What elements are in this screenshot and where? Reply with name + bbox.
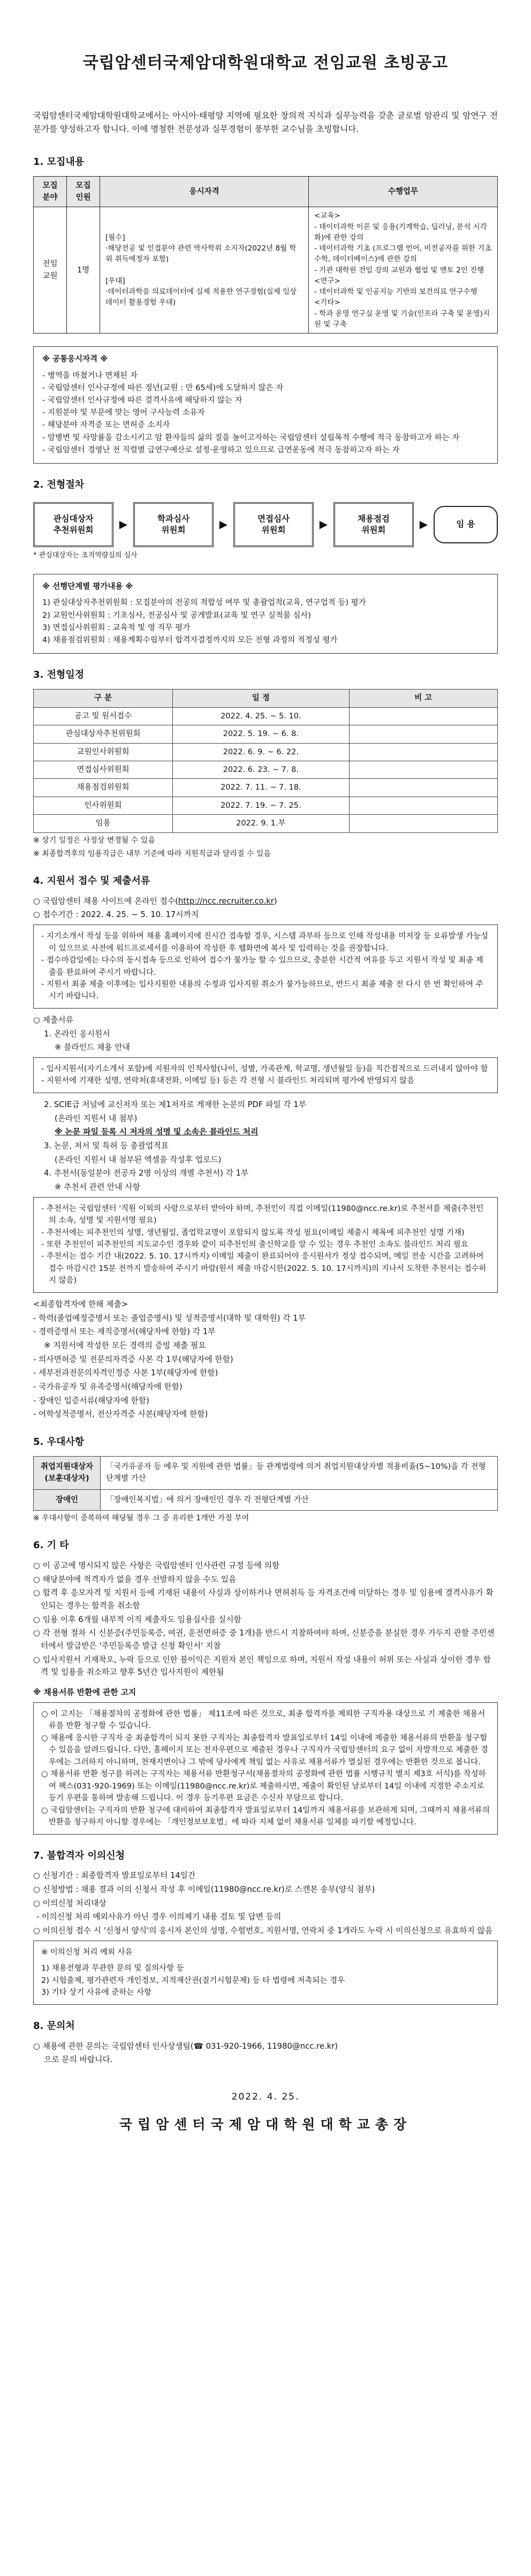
list-item: ※ 지원서에 작성한 모든 경력의 증빙 제출 필요 bbox=[44, 1340, 206, 1350]
schedule-category: 공고 및 원서접수 bbox=[34, 707, 173, 725]
list-item: - 접수마감일에는 다수의 동시접속 등으로 인하여 접수가 불가능 할 수 있으므로, 충분한 시간적 여유를 두고 지원서 작성 및 최종 제출을 완료하여 주시기 바랍니다. bbox=[41, 956, 483, 977]
application-period: ○ 접수기간 : 2022. 4. 25. ~ 5. 10. 17시까지 bbox=[33, 910, 199, 920]
section-2-heading: 2. 전형절차 bbox=[33, 479, 85, 490]
list-item: - 학력(졸업예정증명서 또는 졸업증명서) 및 성적증명서(대학 및 대학원) 각 1부 bbox=[33, 1313, 306, 1323]
issuer-name: 국립암센터국제암대학원대학교총장 bbox=[119, 2117, 412, 2133]
list-item: - 암병변 및 사망률을 감소시키고 암 환자들의 삶의 질을 높이고자하는 국립암센터 설립목적 수행에 적극 동참하고자 하는 자 bbox=[42, 433, 460, 442]
list-item: ○ 해당분야에 적격자가 없을 경우 선발하지 않을 수도 있음 bbox=[33, 1574, 237, 1584]
document-warning: ※ 논문 파일 등록 시 저자의 성명 및 소속은 블라인드 처리 bbox=[55, 1127, 259, 1137]
list-item: - 지원서 최종 제출 이후에는 입사지원한 내용의 수정과 입사지원 취소가 불가능하므로, 반드시 최종 제출 전 다시 한 번 확인하여 주시기 바랍니다. bbox=[41, 980, 483, 1001]
application-caution-box bbox=[33, 925, 498, 1009]
schedule-date: 2022. 6. 9. ~ 6. 22. bbox=[173, 743, 349, 761]
schedule-note: ※ 최종합격후의 임용직급은 내부 기준에 따라 지원직급과 달라질 수 있음 bbox=[33, 849, 271, 858]
schedule-remark bbox=[349, 725, 497, 743]
arrow-icon: ▶ bbox=[319, 518, 328, 531]
list-item: - 어학성적증명서, 전산자격증 사본(해당자에 한함) bbox=[33, 1410, 208, 1419]
common-qualification-heading: ※ 공통응시자격 ※ bbox=[42, 355, 108, 364]
table-row bbox=[34, 1456, 498, 1489]
table-row bbox=[34, 797, 498, 814]
schedule-date: 2022. 9. 1.부 bbox=[173, 815, 349, 832]
section-3-heading: 3. 전형일정 bbox=[33, 669, 85, 681]
schedule-category: 면접심사위원회 bbox=[34, 761, 173, 779]
process-note: * 관심대상자는 조직역량심의 심사 bbox=[33, 551, 138, 559]
list-item: - 국립암센터 인사규정에 따른 결격사유에 해당하지 않는 자 bbox=[42, 396, 242, 405]
document-return-box bbox=[33, 1702, 498, 1835]
schedule-category: 채용점검위원회 bbox=[34, 779, 173, 797]
objection-exception-heading: ※ 이의신청 처리 예외 사유 bbox=[41, 1948, 133, 1957]
table-row bbox=[34, 779, 498, 797]
contact-line: ○ 채용에 관한 문의는 국립암센터 인사상생팀(☎ 031-920-1966, 11980@ncc.re.kr) bbox=[33, 2041, 338, 2051]
cell-count: 1명 bbox=[67, 207, 100, 334]
header-field: 모집 분야 bbox=[34, 176, 67, 207]
header-count: 모집 인원 bbox=[67, 176, 100, 207]
schedule-header-remark: 비 고 bbox=[349, 690, 497, 707]
list-item: - 추천서는 접수 기간 내(2022. 5. 10. 17시까지) 이메일 제출이 완료되어야 응시원서가 정상 접수되며, 메일 전송 시간을 고려하여 접수 마감시간 15분 전까지 발송하여 주시기 바람(원서 제출 마감시한(2022. 5. 10. 17시까지)의 지나서 도착한 추천서는 접수하지 않음) bbox=[41, 1252, 487, 1285]
list-item: ○ 이 고지는 「채용절차의 공정화에 관한 법률」 제11조에 따른 것으로, 최종 합격자를 제외한 구직자용 대상으로 기 제출한 채용서류를 반환 청구할 수 있습니다. bbox=[41, 1709, 486, 1731]
section-5-heading: 5. 우대사항 bbox=[33, 1436, 85, 1448]
common-qualification-box bbox=[33, 346, 498, 464]
page-title: 국립암센터국제암대학원대학교 전임교원 초빙공고 bbox=[82, 54, 449, 72]
header-qualification: 응시자격 bbox=[100, 176, 309, 207]
list-item: - 지원서에 기재한 성명, 연락처(휴대전화, 이메일 등) 등은 각 전형 시 블라인드 처리되며 평가에 반영되지 않음 bbox=[41, 1077, 415, 1086]
list-item: - 경력증명서 또는 재직증명서(해당자에 한함) 각 1부 bbox=[33, 1327, 216, 1337]
schedule-date: 2022. 4. 25. ~ 5. 10. bbox=[173, 707, 349, 725]
process-step-4: 채용점검 위원회 bbox=[333, 502, 414, 547]
list-item: ○ 채용에 응시한 구직자 중 최종합격이 되지 못한 구직자는 최종합격자 발표일로부터 14일 이내에 제출한 채용서류의 반환을 청구할 수 있음을 알려드립니다. 다만, 홈페이지 또는 전자우편으로 제출된 경우나 구직자가 국립암센터의 요구 없이 자발적으로 제출한 경우에는 그러하지 아니하며, 천재지변이나 그 밖에 당사에게 책임 없는 사유로 채용서류가 멸실된 경우에는 반환한 것으로 봅니다. bbox=[41, 1733, 488, 1767]
schedule-date: 2022. 7. 11. ~ 7. 18. bbox=[173, 779, 349, 797]
list-item: - 지원분야 및 부문에 맞는 영어 구사능력 소유자 bbox=[42, 408, 205, 418]
list-item: ○ 이의신청 처리대상 bbox=[33, 1898, 107, 1908]
preference-category: 장애인 bbox=[34, 1489, 101, 1510]
preference-note: ※ 우대사항이 중복하여 해당될 경우 그 중 유리한 1개만 가점 부여 bbox=[33, 1514, 249, 1523]
section-8-heading: 8. 문의처 bbox=[33, 2020, 75, 2032]
list-item: ○ 이 공고에 명시되지 않은 사항은 국립암센터 인사관련 규정 등에 의함 bbox=[33, 1561, 280, 1571]
list-item: - 병역을 마쳤거나 면제된 자 bbox=[42, 371, 138, 380]
schedule-date: 2022. 5. 19. ~ 6. 8. bbox=[173, 725, 349, 743]
table-row bbox=[34, 761, 498, 779]
document-item: 2. SCIE급 저널에 교신저자 또는 제1저자로 게재한 논문의 PDF 파일 각 1부 bbox=[44, 1100, 307, 1109]
list-item: - 의사면허증 및 전문의자격증 사본 각 1부(해당자에 한함) bbox=[33, 1354, 233, 1364]
list-item: 2) 교원인사위원회 : 기초심사, 전공심사 및 공개발표(교육 및 연구 실적물 심사) bbox=[42, 611, 311, 620]
schedule-note: ※ 상기 일정은 사정상 변경될 수 있음 bbox=[33, 836, 155, 845]
table-row bbox=[34, 815, 498, 832]
document-subnote: (온라인 지원서 내 첨부) bbox=[55, 1113, 138, 1123]
blind-hiring-box bbox=[33, 1057, 498, 1093]
application-method: ○ 국립암센터 채용 사이트에 온라인 접수(http://ncc.recruiter.co.kr) bbox=[33, 896, 277, 906]
cell-field: 전임 교원 bbox=[34, 207, 67, 334]
list-item: ○ 국립암센터는 구직자의 반환 청구에 대비하여 최종합격자 발표일로부터 14일까지 채용서류를 보관하게 되며, 그때까지 채용서류의 반환을 청구하지 아니할 경우에는 「개인정보보호법」에 따라 지체 없이 채용서류 일체를 파기할 예정입니다. bbox=[41, 1806, 490, 1827]
list-item: - 세부전과전문의자격인정증 사본 1부(해당자에 한함) bbox=[33, 1368, 218, 1378]
list-item: - 입사지원서(자기소개서 포함)에 지원자의 인적사항(나이, 성별, 가족관계, 학교명, 생년월일 등)을 직간접적으로 드러내지 않아야 함 bbox=[41, 1064, 488, 1073]
schedule-header-date: 일 정 bbox=[173, 690, 349, 707]
schedule-remark bbox=[349, 797, 497, 814]
cell-qualification: [필수] ·해당전공 및 인접분야 관련 박사학위 소지자(2022년 8월 학위 취득예정자 포함) [우대] ·데이터과학을 의료데이터에 실제 적용한 연구경험(실제 임상데이터 활용경험 우대) bbox=[100, 207, 309, 334]
list-item: ○ 이의신청 접수 시 '신청서 양식'의 응시자 본인의 성명, 수험번호, 지원서명, 연락처 중 1개라도 누락 시 이의신청으로 유효하지 않음 bbox=[33, 1926, 493, 1936]
evaluation-box bbox=[33, 574, 498, 654]
list-item: ○ 각 전형 절차 시 신분증(주민등록증, 여권, 운전면허증 중 1개)을 반드시 지참하여야 하며, 신분증을 분실한 경우 가두지 관할 주민센터에서 발급받은 '주민등록증 발급 신청 확인서' 지참 bbox=[33, 1628, 495, 1651]
table-row bbox=[34, 707, 498, 725]
document-subnote: ※ 블라인드 채용 안내 bbox=[55, 1043, 130, 1052]
intro-paragraph: 국립암센터국제암대학원대학교에서는 아시아·태평양 지역에 필요한 창의적 지식과 실무능력을 갖춘 글로벌 암관리 및 암연구 전문가를 양성하고자 합니다. 이에 명철한 전문성과 실무경험이 풍부한 교수님을 초빙합니다. bbox=[33, 110, 498, 134]
list-item: ○ 신청방법 : 채용 결과 이의 신청서 작성 후 이메일(11980@ncc.re.kr)로 스캔본 송부(양식 첨부) bbox=[33, 1885, 375, 1895]
list-item: 1) 관심대상자추천위원회 : 모집분야의 전공의 적합성 여부 및 총괄업적(교육, 연구업적 등) 평가 bbox=[42, 598, 366, 608]
objection-exception-box bbox=[33, 1941, 498, 2005]
list-item: 4) 채용점검위원회 : 채용계획수립부터 합격자결정까지의 모든 전형 과정의 적정성 평가 bbox=[42, 636, 338, 645]
preference-description: 「장애인복지법」에 의거 장애인인 경우 각 전형단계별 가산 bbox=[101, 1489, 498, 1510]
table-row bbox=[34, 725, 498, 743]
contact-line: 으로 문의 바랍니다. bbox=[44, 2055, 113, 2065]
schedule-remark bbox=[349, 707, 497, 725]
list-item: ○ 임용 이후 6개월 내부적 이직 제출자도 임용심사를 실시함 bbox=[33, 1615, 241, 1624]
header-duties: 수행업무 bbox=[309, 176, 498, 207]
list-item: - 지기소개서 작성 등을 위하여 채용 홈페이지에 진시간 접속할 경우, 시스템 과부하 등으로 인해 작성내용 미저장 등 오류발생 가능성이 있으므로 사전에 워드프로세서를 이용하여 작성한 후 웹화면에 복사 및 입력하는 것을 권장합니다. bbox=[41, 932, 489, 953]
list-item: ○ 합격 후 응모자격 및 지원서 등에 기재된 내용이 사실과 상이하거나 면허취득 등 자격조건에 미달하는 경우 및 임용에 결격사유가 확인되는 경우는 합격을 취소함 bbox=[33, 1588, 494, 1611]
list-item: ○ 신청기간 : 최종합격자 발표일로부터 14일간 bbox=[33, 1871, 196, 1881]
preference-description: 「국가유공자 등 예우 및 지원에 관한 법률」등 관계법령에 의거 취업지원대상자별 적용비율(5~10%)을 각 전형단계별 가산 bbox=[101, 1456, 498, 1489]
arrow-icon: ▶ bbox=[119, 518, 128, 531]
list-item: - 해당분야 자격증 또는 면허증 소지자 bbox=[42, 421, 170, 430]
arrow-icon: ▶ bbox=[419, 518, 428, 531]
section-6-heading: 6. 기 타 bbox=[33, 1540, 69, 1551]
schedule-remark bbox=[349, 743, 497, 761]
list-item: ○ 채용서류 반환 청구를 하려는 구직자는 채용서류 반환청구서(채용절차의 공정화에 관한 법률 시행규칙 별지 제3호 서식)를 작성하여 팩스(031-920-1969) 또는 이메일(11980@ncc.re.kr)로 제출하시면, 제출이 확인된 날로부터 14일 이내에 지정한 주소지로 등기 우편을 통하여 발송해 드립니다. 이 경우 등기우편 요금은 수신자 부담으로 합니다. bbox=[41, 1770, 486, 1803]
list-item: - 국립암센터 경영난 전 직렬별 급연구예산로 설정·운영하고 있으므로 급연운동에 적극 동참하고자 하는 자 bbox=[42, 445, 400, 454]
list-item: - 또한 추천인이 피추천인의 지도교수인 경우와 같이 피추천인의 출신학교를 알 수 있는 경우 추천인 소속도 블라인드 처리 필요 bbox=[41, 1240, 468, 1249]
preference-category: 취업지원대상자 (보훈대상자) bbox=[34, 1456, 101, 1489]
list-item: ○ 입사지원서 기재착오, 누락 등으로 인한 불이익은 지원자 본인 책임으로 하며, 지원서 작성 내용이 허위 또는 사실과 상이한 경우 합격 및 임용을 취소하고 향후 5년간 입사지원이 제한됨 bbox=[33, 1655, 491, 1677]
list-item: - 이의신청 처리 예외사유가 아닌 경우 이의제기 내용 검토 및 답변 등의 bbox=[36, 1912, 282, 1922]
document-item: 3. 논문, 저서 및 특허 등 총괄업적표 bbox=[44, 1141, 169, 1150]
schedule-category: 관심대상자추천위원회 bbox=[34, 725, 173, 743]
schedule-category: 임용 bbox=[34, 815, 173, 832]
document-subnote: (온라인 지원서 내 첨부된 엑셀을 작성후 업로드) bbox=[55, 1155, 222, 1164]
preference-table bbox=[33, 1456, 498, 1511]
schedule-category: 인사위원회 bbox=[34, 797, 173, 814]
list-item: - 추천서에는 피추천인의 성명, 생년월일, 졸업학교명이 포함되지 않도록 작성 필요(이메일 제출시 제목에 피추천인 성명 기재) bbox=[41, 1228, 465, 1237]
cell-duties: <교육> - 데이터과학 이론 및 응용(기계학습, 딥러닝, 분석 시각화)에 관한 강의 - 데이터과학 기초 (프로그램 언어, 비전공자를 위한 기초수학, 데이터베이스)에 관한 강의 - 기관 대학원 전임 강의 교원과 협업 및 멘토 2인 진행 <연구> - 데이터과학 및 인공지능 기반의 보건의료 연구수행 <기타> - 학과 운영 연구실 운영 및 기술(인프라 구축 및 운영)지원 및 구축 bbox=[309, 207, 498, 334]
list-item: 2) 시험출제, 평가관련자 개인정보, 지적재산권(질기시험문제) 등 타 법령에 저촉되는 경우 bbox=[41, 1976, 345, 1985]
list-item: - 추천서는 국립암센터 '직원 이외의 사람으로부터 받아야 하며, 추천인이 직접 이메일(11980@ncc.re.kr)로 추천서를 제출(추천인의 소속, 성명 및 지원서명 필요) bbox=[41, 1204, 484, 1225]
process-step-3: 면접심사 위원회 bbox=[233, 502, 314, 547]
document-return-heading: ※ 채용서류 반환에 관한 고지 bbox=[33, 1688, 136, 1698]
list-item: - 장애인 입증서류(해당자에 한함) bbox=[33, 1396, 149, 1405]
process-step-5: 임 용 bbox=[434, 506, 498, 543]
list-item: 3) 기타 상기 사유에 준하는 사항 bbox=[41, 1988, 152, 1997]
documents-heading: ○ 제출서류 bbox=[33, 1015, 73, 1025]
schedule-date: 2022. 6. 23. ~ 7. 8. bbox=[173, 761, 349, 779]
section-1-heading: 1. 모집내용 bbox=[33, 156, 85, 168]
document-item: 4. 추천서(동일분야 전공자 2명 이상의 개별 추천서) 각 1부 bbox=[44, 1169, 249, 1178]
schedule-remark bbox=[349, 815, 497, 832]
schedule-date: 2022. 7. 19. ~ 7. 25. bbox=[173, 797, 349, 814]
document-subnote: ※ 추천서 관련 안내 사항 bbox=[55, 1182, 140, 1192]
list-item: 1) 채용전형과 무관한 문의 및 질의사항 등 bbox=[41, 1964, 184, 1973]
section-7-heading: 7. 불합격자 이의신청 bbox=[33, 1850, 125, 1861]
process-step-2: 학과심사 위원회 bbox=[133, 502, 214, 547]
schedule-remark bbox=[349, 779, 497, 797]
section-4-heading: 4. 지원서 접수 및 제출서류 bbox=[33, 875, 150, 887]
recruit-site-link[interactable]: http://ncc.recruiter.co.kr bbox=[178, 896, 274, 906]
list-item: 3) 면접심사위원회 : 교육적 및 영 직무 평가 bbox=[42, 623, 191, 632]
process-step-1: 관심대상자 추천위원회 bbox=[33, 502, 113, 547]
schedule-header-category: 구 분 bbox=[34, 690, 173, 707]
recommendation-box bbox=[33, 1197, 498, 1293]
schedule-category: 교원인사위원회 bbox=[34, 743, 173, 761]
final-docs-heading: <최종합격자에 한해 제출> bbox=[33, 1299, 128, 1309]
announcement-date: 2022. 4. 25. bbox=[231, 2091, 300, 2102]
list-item: - 국가유공자 및 유족증명서(해당자에 한함) bbox=[33, 1382, 183, 1391]
recruitment-table bbox=[33, 176, 498, 334]
schedule-table bbox=[33, 689, 498, 833]
application-method-text: ○ 국립암센터 채용 사이트에 온라인 접수 bbox=[33, 896, 176, 906]
schedule-remark bbox=[349, 761, 497, 779]
arrow-icon: ▶ bbox=[219, 518, 228, 531]
process-flow bbox=[33, 502, 498, 547]
table-row bbox=[34, 743, 498, 761]
document-item: 1. 온라인 응시원서 bbox=[44, 1029, 110, 1039]
list-item: - 국립암센터 인사규정에 따른 정년(교원 : 만 65세)에 도달하지 않은 자 bbox=[42, 383, 284, 392]
table-row bbox=[34, 1489, 498, 1510]
evaluation-heading: ※ 선행단계별 평가내용 ※ bbox=[42, 582, 133, 592]
